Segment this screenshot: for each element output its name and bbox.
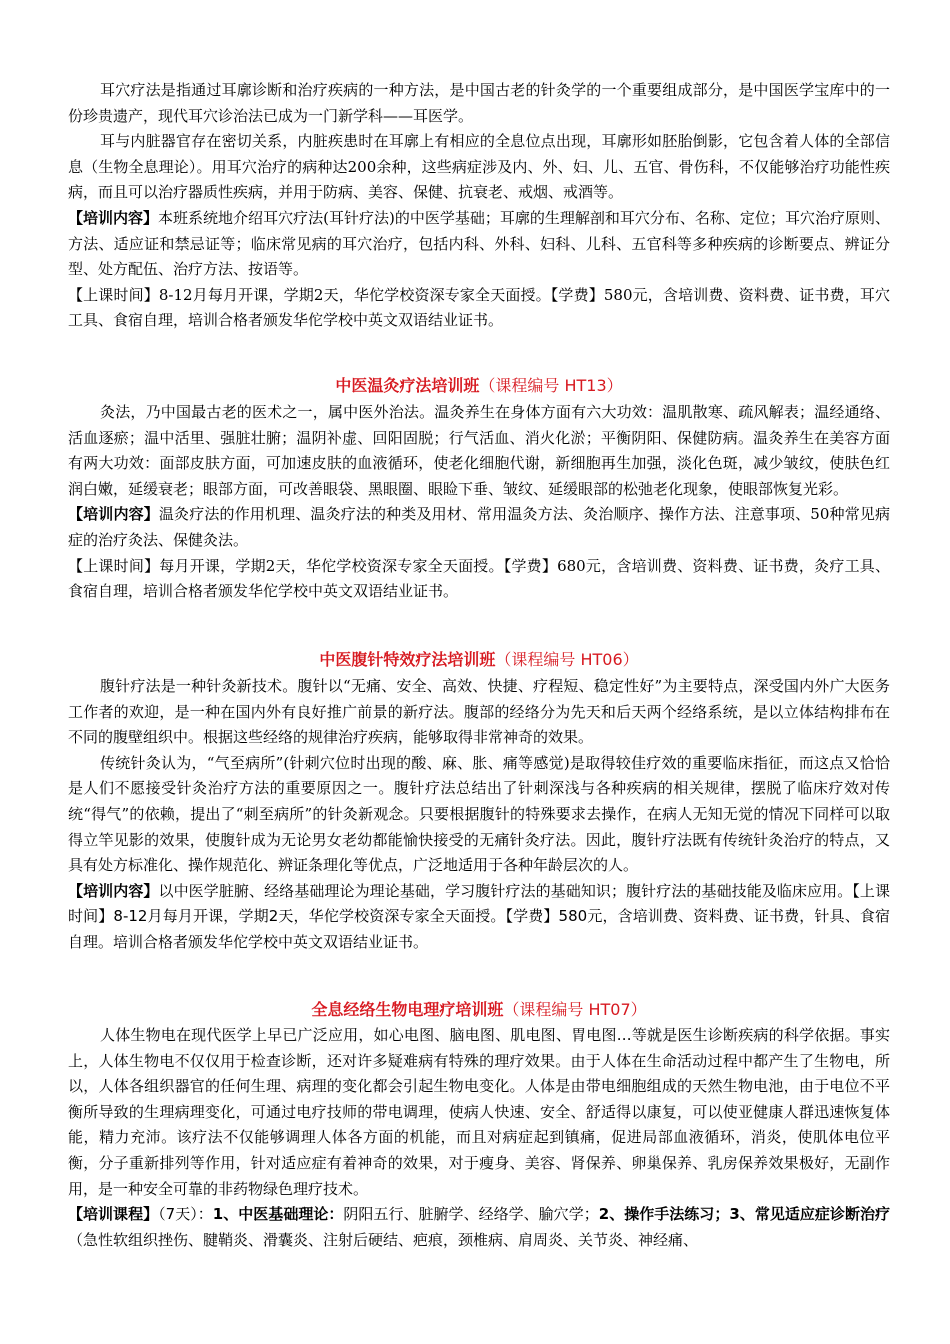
- bioelectric-title: 全息经络生物电理疗培训班: [311, 1000, 504, 1019]
- ear-schedule-paragraph: 【上课时间】8-12月每月开课，学期2天，华佗学校资深专家全天面授。【学费】580元，含培训费、资料费、证书费，耳穴工具、食宿自理，培训合格者颁发华佗学校中英文双语结业证书。: [68, 285, 890, 330]
- abdomen-course-code: （课程编号 HT06）: [495, 650, 639, 669]
- abdomen-content-paragraph: [68, 879, 890, 956]
- course-item-1-text: 阴阳五行、脏腑学、经络学、腧穴学；: [343, 1205, 599, 1224]
- course-item-3-text: （急性软组织挫伤、腱鞘炎、滑囊炎、注射后硬结、疤痕，颈椎病、肩周炎、关节炎、神经痛、: [68, 1230, 699, 1249]
- moxa-schedule-paragraph: 【上课时间】每月开课，学期2天，华佗学校资深专家全天面授。【学费】680元，含培训费、资料费、证书费，灸疗工具、食宿自理，培训合格者颁发华佗学校中英文双语结业证书。: [68, 556, 890, 601]
- course-item-3-label: 3、常见适应症诊断治疗: [729, 1205, 890, 1224]
- bioelectric-intro-paragraph: 人体生物电在现代医学上早已广泛应用，如心电图、脑电图、肌电图、胃电图…等就是医生诊断疾病的科学依据。事实上，人体生物电不仅仅用于检查诊断，还对许多疑难病有特殊的理疗效果。由于人体在生命活动过程中都产生了生物电，所以，人体各组织器官的任何生理、病理的变化都会引起生物电变化。人体是由带电细胞组成的天然生物电池，由于电位不平衡所导致的生理病理变化，可通过电疗技师的带电调理，使病人快速、安全、舒适得以康复，可以使亚健康人群迅速恢复体能，精力充沛。该疗法不仅能够调理人体各方面的机能，而且对病症起到镇痛，促进局部血液循环，消炎，使肌体电位平衡，分子重新排列等作用，针对适应症有着神奇的效果，对于瘦身、美容、肾保养、卵巢保养、乳房保养效果极好，无副作用，是一种安全可靠的非药物绿色理疗技术。: [68, 1026, 890, 1198]
- ear-intro-paragraph: 耳穴疗法是指通过耳廓诊断和治疗疾病的一种方法，是中国古老的针灸学的一个重要组成部分，是中国医学宝库中的一份珍贵遗产，现代耳穴诊治法已成为一门新学科——耳医学。: [68, 81, 890, 125]
- bioelectric-section-title: [68, 998, 890, 1022]
- ear-content-paragraph: [68, 206, 890, 283]
- ear-content-text: 本班系统地介绍耳穴疗法(耳针疗法)的中医学基础；耳廓的生理解剖和耳穴分布、名称、定位；耳穴治疗原则、方法、适应证和禁忌证等；临床常见病的耳穴治疗，包括内科、外科、妇科、儿科、五官科等多种疾病的诊断要点、辨证分型、处方配伍、治疗方法、按语等。: [68, 208, 890, 279]
- content-tag: 【培训内容】: [68, 208, 159, 227]
- course-tag: 【培训课程】: [68, 1205, 159, 1224]
- bioelectric-course-paragraph: [68, 1202, 890, 1253]
- ear-theory-paragraph: 耳与内脏器官存在密切关系，内脏疾患时在耳廓上有相应的全息位点出现，耳廓形如胚胎倒影，它包含着人体的全部信息（生物全息理论）。用耳穴治疗的病种达200余种，这些病症涉及内、外、妇、儿、五官、骨伤科，不仅能够治疗功能性疾病，而且可以治疗器质性疾病，并用于防病、美容、保健、抗衰老、戒烟、戒酒等。: [68, 132, 890, 202]
- content-tag: 【培训内容】: [68, 881, 159, 900]
- course-item-1-label: 1、中医基础理论：: [212, 1205, 344, 1224]
- moxa-section: [68, 400, 890, 605]
- content-tag: 【培训内容】: [68, 505, 159, 524]
- abdomen-section: [68, 674, 890, 956]
- abdomen-theory-paragraph: 传统针灸认为，“气至病所”(针刺穴位时出现的酸、麻、胀、痛等感觉)是取得较佳疗效的重要临床指征，而这点又恰恰是人们不愿接受针灸治疗方法的重要原因之一。腹针疗法总结出了针刺深浅与各种疾病的相关规律，摆脱了临床疗效对传统“得气”的依赖，提出了“刺至病所”的针灸新观念。只要根据腹针的特殊要求去操作，在病人无知无觉的情况下同样可以取得立竿见影的效果，使腹针成为无论男女老幼都能愉快接受的无痛针灸疗法。因此，腹针疗法既有传统针灸治疗的特点，又具有处方标准化、操作规范化、辨证条理化等优点，广泛地适用于各种年龄层次的人。: [68, 753, 890, 875]
- course-days: （7天）：: [158, 1205, 213, 1224]
- abdomen-section-title: [68, 648, 890, 672]
- moxa-content-paragraph: [68, 502, 890, 553]
- moxa-intro-paragraph: 灸法，乃中国最古老的医术之一，属中医外治法。温灸养生在身体方面有六大功效：温肌散寒、疏风解表；温经通络、活血逐瘀；温中活里、强脏壮腑；温阴补虚、回阳固脱；行气活血、消火化淤；平衡阴阳、保健防病。温灸养生在美容方面有两大功效：面部皮肤方面，可加速皮肤的血液循环，使老化细胞代谢，新细胞再生加强，淡化色斑，减少皱纹，使肤色红润白嫩，延缓衰老；眼部方面，可改善眼袋、黑眼圈、眼睑下垂、皱纹、延缓眼部的松弛老化现象，使眼部恢复光彩。: [68, 403, 890, 498]
- moxa-section-title: [68, 374, 890, 398]
- abdomen-intro-paragraph: 腹针疗法是一种针灸新技术。腹针以“无痛、安全、高效、快捷、疗程短、稳定性好”为主要特点，深受国内外广大医务工作者的欢迎，是一种在国内外有良好推广前景的新疗法。腹部的经络分为先天和后天两个经络系统，是以立体结构排布在不同的腹壁组织中。根据这些经络的规律治疗疾病，能够取得非常神奇的效果。: [68, 677, 890, 747]
- course-item-2-label: 2、操作手法练习；: [598, 1205, 730, 1224]
- moxa-title: 中医温灸疗法培训班: [335, 376, 480, 395]
- moxa-course-code: （课程编号 HT13）: [479, 376, 623, 395]
- ear-therapy-section: [68, 78, 890, 334]
- abdomen-title: 中医腹针特效疗法培训班: [319, 650, 496, 669]
- moxa-content-text: 温灸疗法的作用机理、温灸疗法的种类及用材、常用温灸方法、灸治顺序、操作方法、注意事项、50种常见病症的治疗灸法、保健灸法。: [68, 505, 890, 549]
- bioelectric-section: [68, 1023, 890, 1253]
- bioelectric-course-code: （课程编号 HT07）: [503, 1000, 647, 1019]
- abdomen-content-text: 以中医学脏腑、经络基础理论为理论基础，学习腹针疗法的基础知识；腹针疗法的基础技能及临床应用。【上课时间】8-12月每月开课，学期2天，华佗学校资深专家全天面授。【学费】580元，含培训费、资料费、证书费，针具、食宿自理。培训合格者颁发华佗学校中英文双语结业证书。: [68, 881, 890, 951]
